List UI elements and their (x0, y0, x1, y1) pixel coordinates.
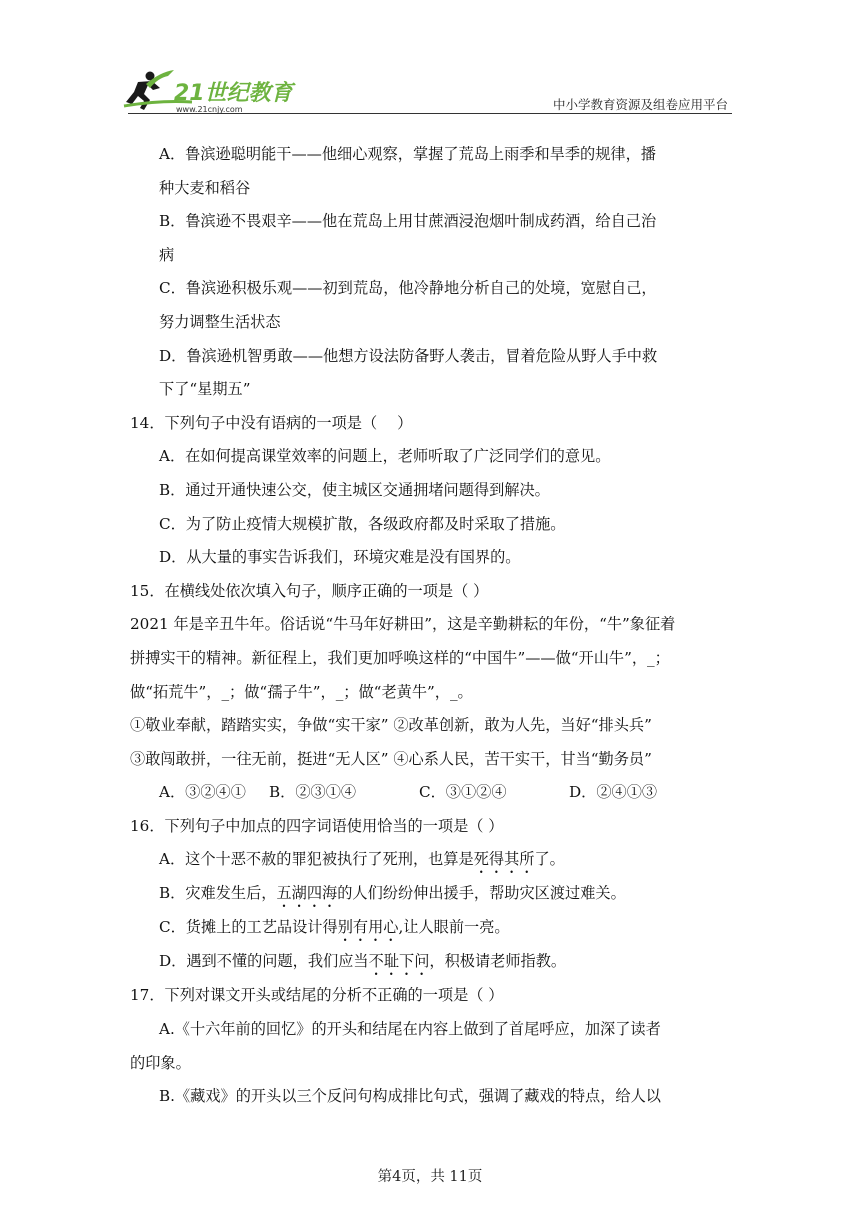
q13-option-c: C．鲁滨逊积极乐观——初到荒岛，他冷静地分析自己的处境，宽慰自己， (159, 279, 657, 298)
q15-option-a: A．③②④① (159, 783, 246, 802)
q15-paragraph: 2021 年是辛丑牛年。俗话说“牛马年好耕田”，这是辛勤耕耘的年份，“牛”象征着 (130, 615, 676, 634)
svg-text:www.21cnjy.com: www.21cnjy.com (176, 105, 243, 114)
logo-runner-icon (120, 66, 300, 116)
q16-stem: 16．下列句子中加点的四字词语使用恰当的一项是（ ） (130, 816, 504, 835)
q14-option-c: C．为了防止疫情大规模扩散，各级政府都及时采取了措施。 (159, 514, 566, 533)
q16-option-c-dotted-phrase: 别有用心 (337, 918, 399, 937)
q16-option-b-text-end: 的人们纷纷伸出援手，帮助灾区渡过难关。 (337, 884, 626, 903)
logo (120, 66, 300, 116)
page-footer: 第4页，共 11页 (377, 1169, 483, 1185)
q16-option-a (130, 843, 730, 877)
platform-name: 中小学教育资源及组卷应用平台 (552, 97, 728, 112)
q16-option-c (130, 911, 730, 945)
q16-option-d-text-end: ，积极请老师指教。 (429, 952, 567, 971)
q16-option-b (130, 877, 730, 911)
q16-option-c-text: C．货摊上的工艺品设计得 (159, 918, 338, 937)
q16-option-d-dotted-phrase: 不耻下问 (368, 952, 430, 971)
q15-items-cont: ③敢闯敢拼，一往无前，挺进“无人区” ④心系人民，苦干实干，甘当“勤务员” (130, 749, 652, 768)
q14-stem: 14．下列句子中没有语病的一项是（ ） (130, 413, 413, 432)
q13-option-b: B．鲁滨逊不畏艰辛——他在荒岛上用甘蔗酒浸泡烟叶制成药酒，给自己治 (159, 212, 657, 231)
q13-option-a-cont: 种大麦和稻谷 (159, 178, 251, 197)
q16-option-b-text: B．灾难发生后， (159, 884, 277, 903)
q16-option-a-text: A．这个十恶不赦的罪犯被执行了死刑，也算是 (159, 850, 474, 869)
q13-option-b-cont: 病 (159, 245, 175, 264)
q15-option-d: D．②④①③ (569, 783, 658, 802)
q16-option-a-text-end: 了。 (534, 850, 565, 869)
q13-option-d: D．鲁滨逊机智勇敢——他想方设法防备野人袭击，冒着危险从野人手中救 (159, 346, 658, 365)
q16-option-d (130, 945, 730, 979)
q17-option-a-cont: 的印象。 (130, 1053, 191, 1072)
q16-option-a-dotted-phrase: 死得其所 (473, 850, 535, 869)
q15-option-c: C．③①②④ (419, 783, 507, 802)
q15-options (130, 776, 730, 810)
q14-option-d: D．从大量的事实告诉我们，环境灾难是没有国界的。 (159, 548, 521, 567)
q16-option-b-dotted-phrase: 五湖四海 (276, 884, 338, 903)
q15-paragraph-cont: 做“拓荒牛”，_；做“孺子牛”，_；做“老黄牛”，_。 (130, 682, 473, 701)
q15-stem: 15．在横线处依次填入句子，顺序正确的一项是（ ） (130, 581, 489, 600)
q17-stem: 17．下列对课文开头或结尾的分析不正确的一项是（ ） (130, 986, 504, 1005)
q16-option-c-text-end: ,让人眼前一亮。 (398, 918, 510, 937)
page-header (0, 0, 860, 118)
header-rule (128, 113, 732, 114)
q13-option-c-cont: 努力调整生活状态 (159, 312, 281, 331)
svg-text:21世纪教育: 21世纪教育 (174, 81, 293, 106)
q15-option-b: B．②③①④ (269, 783, 357, 802)
q17-option-a: A.《十六年前的回忆》的开头和结尾在内容上做到了首尾呼应，加深了读者 (159, 1020, 661, 1039)
q15-items: ①敬业奉献，踏踏实实，争做“实干家” ②改革创新，敢为人先，当好“排头兵” (130, 716, 652, 735)
q14-option-a: A．在如何提高课堂效率的问题上，老师听取了广泛同学们的意见。 (159, 447, 611, 466)
q16-option-d-text: D．遇到不懂的问题，我们应当 (159, 952, 369, 971)
q14-option-b: B．通过开通快速公交，使主城区交通拥堵问题得到解决。 (159, 480, 550, 499)
q15-paragraph-cont: 拼搏实干的精神。新征程上，我们更加呼唤这样的“中国牛”——做“开山牛”，_； (130, 648, 670, 667)
page-content (130, 138, 730, 1114)
q13-option-a: A．鲁滨逊聪明能干——他细心观察，掌握了荒岛上雨季和旱季的规律，播 (159, 145, 656, 163)
q17-option-b: B.《藏戏》的开头以三个反问句构成排比句式，强调了藏戏的特点，给人以 (159, 1087, 661, 1106)
q13-option-d-cont: 下了“星期五” (159, 380, 251, 399)
